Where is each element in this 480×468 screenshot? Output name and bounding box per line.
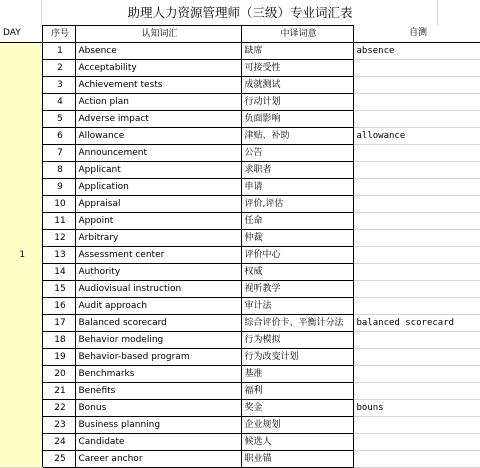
table-row xyxy=(0,43,480,60)
row-number-cell[interactable]: 9 xyxy=(42,179,75,196)
header-row xyxy=(0,26,480,43)
row-number-cell[interactable]: 18 xyxy=(42,332,75,349)
english-term-cell[interactable]: Audit approach xyxy=(75,298,241,315)
row-number-cell[interactable]: 8 xyxy=(42,162,75,179)
row-number-cell[interactable]: 19 xyxy=(42,349,75,366)
table-row xyxy=(0,315,480,332)
chinese-meaning-cell[interactable]: 求职者 xyxy=(241,162,353,179)
chinese-meaning-cell[interactable]: 津贴、补助 xyxy=(241,128,353,145)
english-term-cell[interactable]: Benchmarks xyxy=(75,366,241,383)
self-test-cell[interactable] xyxy=(353,383,480,400)
row-number-cell[interactable]: 10 xyxy=(42,196,75,213)
table-row xyxy=(0,145,480,162)
row-number-cell[interactable]: 4 xyxy=(42,94,75,111)
english-term-cell[interactable]: Action plan xyxy=(75,94,241,111)
row-number-cell[interactable]: 21 xyxy=(42,383,75,400)
header-num[interactable]: 序号 xyxy=(42,26,75,43)
chinese-meaning-cell[interactable]: 成就测试 xyxy=(241,77,353,94)
english-term-cell[interactable]: Career anchor xyxy=(75,451,241,468)
self-test-cell[interactable] xyxy=(353,417,480,434)
table-row xyxy=(0,349,480,366)
table-row xyxy=(0,434,480,451)
chinese-meaning-cell[interactable]: 公告 xyxy=(241,145,353,162)
chinese-meaning-cell[interactable]: 权威 xyxy=(241,264,353,281)
day-cell[interactable]: 1 xyxy=(0,43,42,468)
chinese-meaning-cell[interactable]: 行动计划 xyxy=(241,94,353,111)
chinese-meaning-cell[interactable]: 评价中心 xyxy=(241,247,353,264)
english-term-cell[interactable]: Appoint xyxy=(75,213,241,230)
english-term-cell[interactable]: Arbitrary xyxy=(75,230,241,247)
english-term-cell[interactable]: Allowance xyxy=(75,128,241,145)
self-test-cell[interactable] xyxy=(353,145,480,162)
chinese-meaning-cell[interactable]: 福利 xyxy=(241,383,353,400)
row-number-cell[interactable]: 7 xyxy=(42,145,75,162)
row-number-cell[interactable]: 25 xyxy=(42,451,75,468)
chinese-meaning-cell[interactable]: 候选人 xyxy=(241,434,353,451)
table-row xyxy=(0,281,480,298)
row-number-cell[interactable]: 23 xyxy=(42,417,75,434)
table-row xyxy=(0,162,480,179)
self-test-cell[interactable] xyxy=(353,281,480,298)
english-term-cell[interactable]: Application xyxy=(75,179,241,196)
chinese-meaning-cell[interactable]: 基准 xyxy=(241,366,353,383)
self-test-cell[interactable] xyxy=(353,77,480,94)
chinese-meaning-cell[interactable]: 缺席 xyxy=(241,43,353,60)
english-term-cell[interactable]: Audiovisual instruction xyxy=(75,281,241,298)
row-number-cell[interactable]: 5 xyxy=(42,111,75,128)
table-row xyxy=(0,94,480,111)
self-test-cell[interactable] xyxy=(353,434,480,451)
chinese-meaning-cell[interactable]: 综合评价卡、平衡计分法 xyxy=(241,315,353,332)
row-number-cell[interactable]: 14 xyxy=(42,264,75,281)
table-row xyxy=(0,230,480,247)
chinese-meaning-cell[interactable]: 视听教学 xyxy=(241,281,353,298)
table-row xyxy=(0,383,480,400)
chinese-meaning-cell[interactable]: 审计法 xyxy=(241,298,353,315)
chinese-meaning-cell[interactable]: 评价,评估 xyxy=(241,196,353,213)
self-test-cell[interactable]: absence xyxy=(353,43,480,60)
table-row xyxy=(0,179,480,196)
english-term-cell[interactable]: Applicant xyxy=(75,162,241,179)
table-row xyxy=(0,332,480,349)
english-term-cell[interactable]: Behavior modeling xyxy=(75,332,241,349)
self-test-cell[interactable] xyxy=(353,94,480,111)
chinese-meaning-cell[interactable]: 职业锚 xyxy=(241,451,353,468)
self-test-cell[interactable]: bouns xyxy=(353,400,480,417)
self-test-cell[interactable] xyxy=(353,179,480,196)
table-row xyxy=(0,128,480,145)
self-test-cell[interactable] xyxy=(353,298,480,315)
row-number-cell[interactable]: 22 xyxy=(42,400,75,417)
table-row xyxy=(0,400,480,417)
row-number-cell[interactable]: 3 xyxy=(42,77,75,94)
table-row xyxy=(0,366,480,383)
chinese-meaning-cell[interactable]: 仲裁 xyxy=(241,230,353,247)
row-number-cell[interactable]: 6 xyxy=(42,128,75,145)
row-number-cell[interactable]: 20 xyxy=(42,366,75,383)
row-number-cell[interactable]: 15 xyxy=(42,281,75,298)
chinese-meaning-cell[interactable]: 企业规划 xyxy=(241,417,353,434)
self-test-cell[interactable] xyxy=(353,230,480,247)
chinese-meaning-cell[interactable]: 行为改变计划 xyxy=(241,349,353,366)
english-term-cell[interactable]: Authority xyxy=(75,264,241,281)
row-number-cell[interactable]: 24 xyxy=(42,434,75,451)
chinese-meaning-cell[interactable]: 奖金 xyxy=(241,400,353,417)
english-term-cell[interactable]: Adverse impact xyxy=(75,111,241,128)
header-cn[interactable]: 中译词意 xyxy=(241,26,353,43)
vocabulary-table xyxy=(0,25,480,468)
self-test-cell[interactable] xyxy=(353,332,480,349)
self-test-cell[interactable] xyxy=(353,264,480,281)
chinese-meaning-cell[interactable]: 行为模拟 xyxy=(241,332,353,349)
table-row xyxy=(0,451,480,468)
english-term-cell[interactable]: Absence xyxy=(75,43,241,60)
row-number-cell[interactable]: 2 xyxy=(42,60,75,77)
row-number-cell[interactable]: 16 xyxy=(42,298,75,315)
self-test-cell[interactable] xyxy=(353,60,480,77)
table-row xyxy=(0,60,480,77)
self-test-cell[interactable] xyxy=(353,451,480,468)
self-test-cell[interactable]: allowance xyxy=(353,128,480,145)
english-term-cell[interactable]: Business planning xyxy=(75,417,241,434)
self-test-cell[interactable]: balanced scorecard xyxy=(353,315,480,332)
row-number-cell[interactable]: 12 xyxy=(42,230,75,247)
table-row xyxy=(0,77,480,94)
english-term-cell[interactable]: Acceptability xyxy=(75,60,241,77)
english-term-cell[interactable]: Announcement xyxy=(75,145,241,162)
table-row xyxy=(0,111,480,128)
self-test-cell[interactable] xyxy=(353,196,480,213)
self-test-cell[interactable] xyxy=(353,111,480,128)
row-number-cell[interactable]: 17 xyxy=(42,315,75,332)
table-row xyxy=(0,247,480,264)
chinese-meaning-cell[interactable]: 申请 xyxy=(241,179,353,196)
chinese-meaning-cell[interactable]: 负面影响 xyxy=(241,111,353,128)
english-term-cell[interactable]: Candidate xyxy=(75,434,241,451)
row-number-cell[interactable]: 13 xyxy=(42,247,75,264)
english-term-cell[interactable]: Achievement tests xyxy=(75,77,241,94)
header-day[interactable]: DAY xyxy=(0,26,42,43)
row-number-cell[interactable]: 1 xyxy=(42,43,75,60)
self-test-cell[interactable] xyxy=(353,162,480,179)
sheet-title: 助理人力资源管理师（三级）专业词汇表 xyxy=(127,5,353,20)
english-term-cell[interactable]: Bonus xyxy=(75,400,241,417)
header-test[interactable]: 自测 xyxy=(353,26,480,43)
english-term-cell[interactable]: Assessment center xyxy=(75,247,241,264)
english-term-cell[interactable]: Appraisal xyxy=(75,196,241,213)
english-term-cell[interactable]: Behavior-based program xyxy=(75,349,241,366)
table-row xyxy=(0,196,480,213)
english-term-cell[interactable]: Balanced scorecard xyxy=(75,315,241,332)
self-test-cell[interactable] xyxy=(353,349,480,366)
chinese-meaning-cell[interactable]: 任命 xyxy=(241,213,353,230)
chinese-meaning-cell[interactable]: 可接受性 xyxy=(241,60,353,77)
self-test-cell[interactable] xyxy=(353,247,480,264)
self-test-cell[interactable] xyxy=(353,213,480,230)
english-term-cell[interactable]: Benefits xyxy=(75,383,241,400)
title-row xyxy=(0,0,480,25)
table-row xyxy=(0,298,480,315)
row-number-cell[interactable]: 11 xyxy=(42,213,75,230)
header-en[interactable]: 认知词汇 xyxy=(75,26,241,43)
table-row xyxy=(0,417,480,434)
table-row xyxy=(0,213,480,230)
table-row xyxy=(0,264,480,281)
self-test-cell[interactable] xyxy=(353,366,480,383)
